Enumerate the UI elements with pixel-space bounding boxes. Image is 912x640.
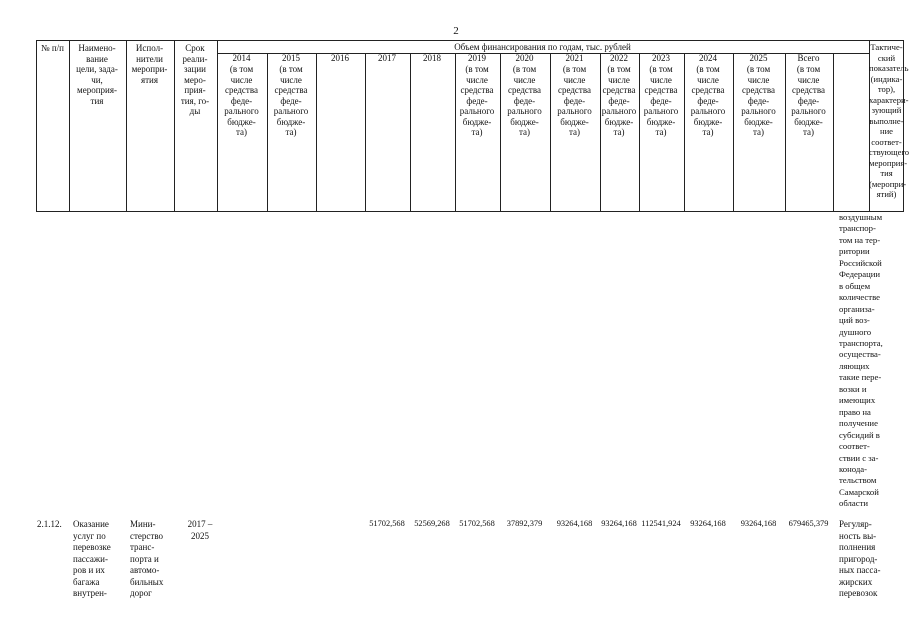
row-value-cell: 51702,568 (369, 519, 405, 528)
row-term: 2017 – 2025 (187, 519, 213, 541)
header-year-note: (в том числе средства феде- рального бюдже- та) (690, 64, 726, 137)
row-executor: Мини- стерство транс- порта и автомо- бильных дорог (130, 519, 164, 598)
row-value-cell: 93264,168 (690, 519, 726, 528)
header-year-label: 2020 (515, 53, 534, 63)
header-col-term: Срок реали- зации меро- прия- тия, го- ды (180, 43, 210, 116)
row-value-cell: 93264,168 (601, 519, 637, 528)
row-value-cell: 51702,568 (459, 519, 495, 528)
column-divider (410, 53, 411, 211)
header-year-note: (в том числе средства феде- рального бюдже- та) (741, 64, 776, 137)
header-year-note: (в том числе средства феде- рального бюдже- та) (601, 64, 637, 137)
header-year-label: Всего (797, 53, 820, 63)
header-year-note: (в том числе средства феде- рального бюдже- та) (557, 64, 592, 137)
indicator-continuation: воздушным транспор- том на тер- ритории Российской Федерации в общем количестве организа- ций воз- душного транспорта, осущества- ляющих такие пере- возки и имеющих право на получение субсидий в соответ- ствии с за- конода- тельством Самарской области (839, 212, 883, 509)
header-funding-title: Объем финансирования по годам, тыс. рублей (454, 42, 631, 52)
row-value-cell: 52569,268 (414, 519, 450, 528)
header-col-name: Наимено- вание цели, зада- чи, мероприя- тия (76, 43, 118, 106)
header-year-note: (в том числе средства феде- рального бюдже- та) (459, 64, 495, 137)
header-col-number: № п/п (41, 43, 64, 53)
row-value-cell: 37892,379 (506, 519, 543, 528)
row-value-cell: 679465,379 (788, 519, 829, 528)
header-year-label: 2018 (423, 53, 441, 63)
page-number: 2 (453, 25, 459, 37)
header-year-label: 2016 (331, 53, 349, 63)
row-value-cell: 93264,168 (556, 519, 593, 528)
header-year-note: (в том числе средства феде- рального бюдже- та) (507, 64, 542, 137)
header-col-indicator: Тактиче- ский показатель (индика- тор), характери- зующий выполне- ние соответ- ствующего мероприя- тия (меропри- ятий) (869, 42, 910, 199)
header-year-label: 2017 (378, 53, 396, 63)
row-indicator: Регуляр- ность вы- полнения пригород- ных пасса- жирских перевозок (839, 519, 881, 598)
row-value-cell: 112541,924 (641, 519, 681, 528)
header-year-note: (в том числе средства феде- рального бюдже- та) (791, 64, 826, 137)
header-year-label: 2022 (610, 53, 628, 63)
header-year-label: 2023 (652, 53, 670, 63)
column-divider (316, 53, 317, 211)
header-year-label: 2025 (749, 53, 768, 63)
header-year-label: 2019 (468, 53, 486, 63)
header-year-note: (в том числе средства феде- рального бюдже- та) (273, 64, 309, 137)
header-year-note: (в том числе средства феде- рального бюдже- та) (224, 64, 259, 137)
header-year-label: 2024 (699, 53, 717, 63)
row-name: Оказание услуг по перевозке пассажи- ров и их багажа внутрен- (73, 519, 111, 598)
header-col-executor: Испол- нители меропри- ятия (131, 43, 168, 85)
header-year-label: 2021 (565, 53, 584, 63)
row-value-cell: 93264,168 (740, 519, 777, 528)
header-year-label: 2015 (282, 53, 300, 63)
row-number: 2.1.12. (37, 519, 62, 529)
header-year-label: 2014 (232, 53, 251, 63)
header-year-note: (в том числе средства феде- рального бюдже- та) (643, 64, 679, 137)
column-divider (833, 53, 834, 211)
column-divider (365, 53, 366, 211)
